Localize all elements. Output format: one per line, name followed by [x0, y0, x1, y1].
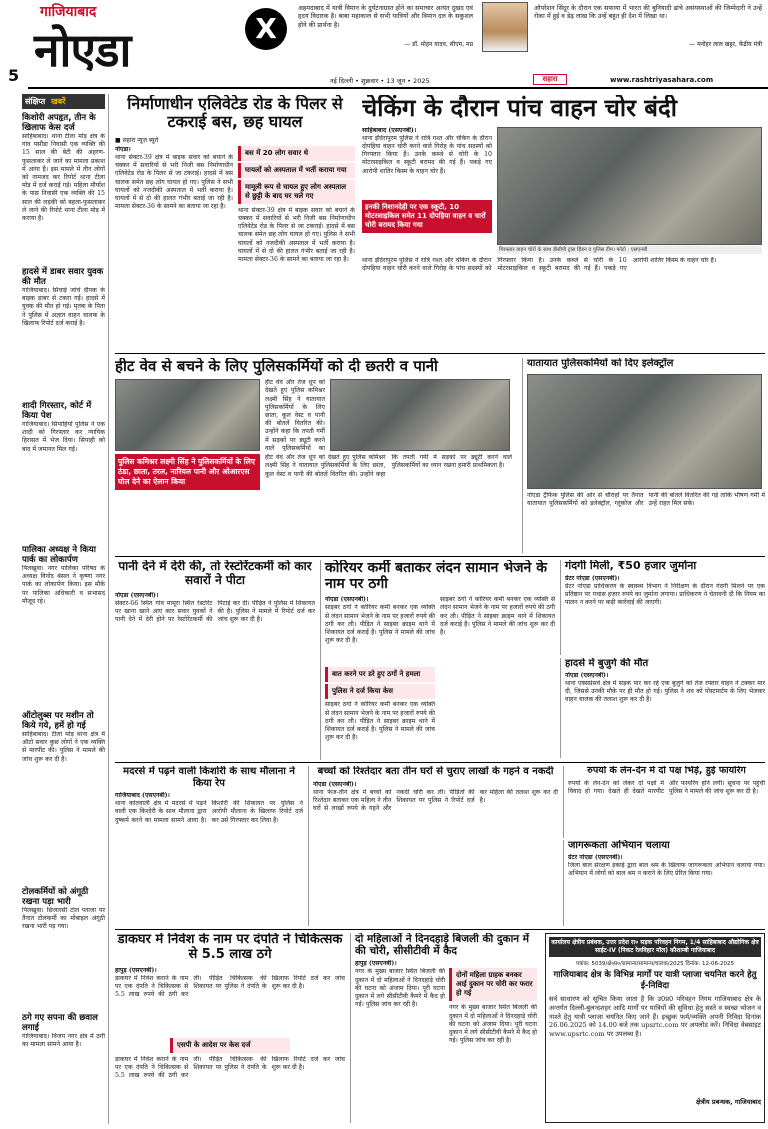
photo-electrolyte	[527, 374, 762, 489]
sidebar-item-title: हादसे में डाबर सवार युवक की मौत	[22, 267, 104, 287]
quote-portrait-icon	[482, 2, 528, 52]
story-body: थाना एक्सप्रेसवे क्षेत्र में सड़क पार कर रहे एक बुजुर्ग को तेज रफ्तार वाहन ने टक्कर मार दी, जिससे उनकी मौके पर ही मौत हो गई। पुलिस ने शव को पोस्टमार्टम के लिए भेजकर वाहन चालक की तलाश शुरू कर दी है।	[565, 679, 765, 704]
story-body: रुपयों के लेन-देन को लेकर दो पक्षों में विवाद हो गया। देखते ही देखते मारपीट और फायरिंग होने लगी। सूचना पर पहुंची पुलिस ने मामले की जांच शुरू कर दी है।	[568, 779, 765, 796]
sidebar-item-body: गाजियाबाद। सिंचाई जांचे दीपक के बाइक डाबर से टकरा गई। हादसे में युवक की मौत हो गई। मृतक के पिता ने पुलिस में अज्ञात वाहन चालक के खिलाफ रिपोर्ट दर्ज कराई है।	[22, 287, 105, 327]
quote-two-author: — मनोहर लाल खट्टर, केंद्रीय मंत्री	[689, 41, 762, 48]
dateline-place: नोएडा (एसएनबी)।	[325, 596, 369, 604]
headline: गंदगी मिली, ₹50 हजार जुर्माना	[565, 560, 697, 572]
dateline-place: साहिबाबाद (एसएनबी)।	[362, 126, 417, 134]
story-body: जिला बाल संरक्षण इकाई द्वारा बाल श्रम के खिलाफ जागरूकता अभियान चलाया गया। अभियान में लोगों को बाल श्रम न कराने के लिए प्रेरित किया गया।	[568, 861, 765, 877]
story-body: ग्रेटर नोएडा प्राधिकरण के स्वास्थ्य विभाग ने निरीक्षण के दौरान गंदगी मिलने पर एक प्रतिष्ठान पर पचास हजार रुपये का जुर्माना लगाया। प्राधिकरण ने चेतावनी दी कि नियम का पालन न करने पर कड़ी कार्रवाई की जाएगी।	[565, 582, 765, 607]
sidebar-item-body: साहिबाबाद। टीला मोड़ थाना क्षेत्र में ऑटो सवार कुछ लोगों ने एक व्यक्ति से मारपीट की। पुलिस ने मामले की जांच शुरू कर दी है।	[22, 731, 105, 763]
sidebar-item-title: किशोरी अपहृत, तीन के खिलाफ केस दर्ज	[22, 113, 96, 133]
dateline: नई दिल्ली • शुक्रवार • 13 जून • 2025	[330, 77, 430, 85]
sidebar-item-title: शादी गिरस्तार, कोर्ट में किया पेश	[22, 401, 92, 421]
story-body: डाकघर में निवेश कराने के नाम पर एक दंपति ने चिकित्सक से 5.5 लाख रुपये की ठगी कर ली। पीड़ित चिकित्सक की शिकायत पर पुलिस ने दंपति के खिलाफ रिपोर्ट दर्ज कर जांच शुरू कर दी है।	[115, 975, 345, 999]
bullet: घायलों को अस्पताल में भर्ती कराया गया	[238, 163, 355, 178]
tender-title: कार्यालय क्षेत्रीय प्रबंधक, उत्तर प्रदेश रा० सड़क परिवहन निगम, 1/4 साहिबाबाद औद्योगिक क्षेत्र साईट-IV (निकट रेलविहार मॉल) कौशाम्बी गाजियाबाद	[549, 937, 761, 957]
story-body: नगर के मुख्य बाजार स्थित बिजली की दुकान में दो महिलाओं ने दिनदहाड़े चोरी की घटना को अंजाम दिया। पूरी घटना दुकान में लगे सीसीटीवी कैमरे में कैद हो गई। पुलिस जांच कर रही है।	[355, 968, 445, 1009]
photo-police-umbrella	[330, 379, 510, 451]
tender-body: सर्व साधारण को सूचित किया जाता है कि उ0प्र0 परिवहन निगम गाजियाबाद क्षेत्र के अन्तर्गत दिल्ली-बुलन्दशहर आदि मार्गों पर यात्रियों की सुविधा हेतु सस्ते व स्वच्छ भोजन व नाश्ते हेतु यात्री प्लाजा चयनित किए जाने हैं। इच्छुक फर्म/व्यक्ति अपनी निविदा दिनांक 26.06.2025 को 14.00 बजे तक upsrtc.com पर अपलोड करें। निविदा वेबसाइट www.upsrtc.com पर उपलब्ध है।	[549, 995, 761, 1039]
story-jewellery-theft	[308, 766, 558, 926]
byline: ■ सहारा न्यूज़ ब्यूरो	[115, 136, 159, 144]
story-awareness	[563, 840, 765, 926]
quote-two: ऑपरेशन सिंदूर के दौरान एक सफाया में भारत की बुनियादी ढांचे असंयस्थाओं की जिम्मेदारी ने उन्हें रोका में हुई व डेढ़ लाख कि उन्हें बहुत ही देश में लिखा था। — मनोहर लाल खट्टर, केंद्रीय मंत्री	[534, 4, 762, 48]
divider	[115, 762, 765, 763]
sidebar	[22, 94, 109, 1124]
page-number: 5	[8, 66, 20, 85]
bullet: पुलिस ने दर्ज किया केस	[325, 684, 435, 699]
story-body: हीट वेव और तेज धूप को देखते हुए पुलिस कमिश्नर लक्ष्मी सिंह ने यातायात पुलिसकर्मियों के लिए छाता, कूल वेस्ट व पानी की बोतलें वितरित की। उन्होंने कहा कि तपती गर्मी में सड़कों पर ड्यूटी करने वाले पुलिसकर्मियों का	[265, 379, 325, 452]
bullet: एसपी के आदेश पर केस दर्ज	[170, 1038, 290, 1053]
x-logo-icon: X	[245, 8, 287, 50]
story-body-cont: साइबर ठगों ने कोरियर कर्मी बनकर एक व्यक्ति से लंदन सामान भेजने के नाम पर हजारों रुपये की ठगी कर ली। पीड़ित ने साइबर क्राइम थाने में शिकायत दर्ज कराई है। पुलिस ने मामले की जांच शुरू कर दी है।	[325, 701, 435, 742]
sidebar-item	[22, 1013, 105, 1123]
sidebar-item-body: पिलखुवा। नगर पालिका परिषद के अध्यक्ष विनोद बंसल ने कृष्णा नगर पार्क का लोकार्पण किया। इस मौके पर पालिका अधिकारी व सभासद मौजूद रहे।	[22, 565, 105, 605]
headline: चेकिंग के दौरान पांच वाहन चोर बंदी	[362, 95, 677, 122]
story-body-col2: साइबर ठगों ने कोरियर कर्मी बनकर एक व्यक्ति से लंदन सामान भेजने के नाम पर हजारों रुपये की ठगी कर ली। पीड़ित ने साइबर क्राइम थाने में शिकायत दर्ज कराई है। पुलिस ने मामले की जांच शुरू कर दी है।	[440, 596, 555, 636]
story-madrasa	[115, 766, 303, 926]
headline: निर्माणाधीन एलिवेटेड रोड के पिलर से टकराई बस, छह घायल	[127, 95, 343, 132]
headline: पानी देने में देरी की, तो रेस्टोरेंटकर्मी को कार सवारों ने पीटा	[118, 560, 312, 587]
sidebar-item	[22, 113, 105, 261]
dateline-place: ग्रेटर नोएडा (एसएनबी)।	[568, 853, 623, 861]
bullet: बस में 20 लोग सवार थे	[238, 146, 355, 161]
photo-heatwave	[115, 379, 260, 451]
story-body: थाना फेज-तीन क्षेत्र में बच्चों को रिश्तेदार बताकर एक महिला ने तीन घरों से लाखों रुपये के गहने और नकदी चोरी कर ली। पीड़ितों की शिकायत पर पुलिस ने रिपोर्ट दर्ज कर महिला की तलाश शुरू कर दी है।	[313, 788, 558, 813]
story-body: थाना इंदिरापुरम पुलिस ने रात्रि गश्त और चेकिंग के दौरान दोपहिया वाहन चोरी करने वाले गिरोह के पांच सदस्यों को गिरफ्तार किया है। उनके कब्जे से चोरी के 10 मोटरसाइकिल व स्कूटी बरामद की गई हैं। पकड़े गए आरोपी शातिर किस्म के वाहन चोर हैं।	[362, 134, 492, 175]
headline: डाकघर में निवेश के नाम पर दंपति ने चिकित्सक से 5.5 लाख ठगे	[117, 933, 343, 962]
headline: हीट वेव से बचने के लिए पुलिसकर्मियों को दी छतरी व पानी	[115, 358, 438, 375]
tender-ref: पत्रांक: 5039/क्षे०प्र०/सामान्य/सामान्य/चालक/2025 दिनांक: 12-06-2025	[575, 961, 735, 967]
sidebar-item	[22, 887, 105, 1007]
headline: यातायात पुलिसकर्मियों को दिए इलेक्ट्रॉल	[527, 358, 674, 369]
masthead-edition: नोएडा	[34, 23, 131, 77]
story-restaurant	[115, 560, 315, 760]
headline: दो महिलाओं ने दिनदहाड़े बिजली की दुकान में की चोरी, सीसीटीवी में कैद	[355, 933, 530, 958]
dateline-place: नोएडा (एसएनबी)।	[565, 671, 609, 679]
story-elderly-death	[560, 658, 765, 758]
dateline-place: हापुड़ (एसएनबी)।	[355, 960, 397, 968]
story-heat-wave	[115, 358, 517, 553]
tender-heading: गाजियाबाद क्षेत्र के विभिन्न मार्गों पर यात्री प्लाजा चयनित करने हेतु ई-निविदा	[553, 970, 757, 991]
photo-thieves	[497, 127, 762, 245]
sidebar-item	[22, 711, 105, 881]
brand-text: सहारा	[542, 75, 558, 83]
headline: बच्चों को रिश्तेदार बता तीन घरों से चुराए लाखों के गहने व नकदी	[317, 766, 554, 777]
bullet: दोनों महिला ग्राहक बनकर आई दुकान पर चोरी कर फरार हो गई	[449, 968, 537, 1001]
story-body: सेक्टर-66 स्थित गांव मामूरा स्थित रेस्टोरेंट पर खाना खाने आए कार सवार युवकों ने पानी देने में देरी होने पर रेस्टोरेंटकर्मी की पिटाई कर दी। पीड़ित ने पुलिस में शिकायत की है। पुलिस ने मामले में रिपोर्ट दर्ज कर जांच शुरू कर दी है।	[115, 599, 315, 624]
story-body-cont: हीट वेव और तेज धूप को देखते हुए पुलिस कमिश्नर लक्ष्मी सिंह ने यातायात पुलिसकर्मियों के लिए छाता, कूल वेस्ट व पानी की बोतलें वितरित की। उन्होंने कहा कि तपती गर्मी में सड़कों पर ड्यूटी करने वाले पुलिसकर्मियों का ध्यान रखना हमारी प्राथमिकता है।	[265, 454, 512, 478]
story-post-office-fraud	[115, 933, 345, 1123]
divider	[115, 353, 765, 354]
sidebar-item-title: ऑटोलुब्स पर मशीन तो किये गये, हमें हो गई	[22, 711, 94, 731]
sidebar-item	[22, 267, 105, 395]
masthead	[0, 0, 768, 88]
sidebar-item	[22, 545, 105, 705]
quote-box: पुलिस कमिश्नर लक्ष्मी सिंह ने पुलिसकर्मियों के लिए ठंडा, छाता, तरल, नारियल पानी और ओआरएस घोल देने का ऐलान किया	[115, 454, 260, 490]
headline: रुपयों के लेन-देन में दो पक्ष भिड़े, हुई फायरिंग	[587, 766, 746, 776]
headline: मदरसे में पढ़ने वाली किशोरी के साथ मौलाना ने किया रेप	[123, 766, 295, 789]
story-body-cont: थाना इंदिरापुरम पुलिस ने रात्रि गश्त और चेकिंग के दौरान दोपहिया वाहन चोरी करने वाले गिरोह के पांच सदस्यों को गिरफ्तार किया है। उनके कब्जे से चोरी के 10 मोटरसाइकिल व स्कूटी बरामद की गई हैं। पकड़े गए आरोपी शातिर किस्म के वाहन चोर हैं।	[362, 257, 717, 273]
photo-caption: गिरफ्तार वाहन चोरों के साथ डीसीपी ट्रांस हिंडन व पुलिस टीम। फोटो : एसएनबी	[497, 246, 762, 255]
bullet: बात करने पर डरे हुए ठगों ने हमला	[325, 667, 435, 682]
story-body-cont: नगर के मुख्य बाजार स्थित बिजली की दुकान में दो महिलाओं ने दिनदहाड़े चोरी की घटना को अंजाम दिया। पूरी घटना दुकान में लगे सीसीटीवी कैमरे में कैद हो गई। पुलिस जांच कर रही है।	[449, 1004, 537, 1045]
divider	[115, 556, 765, 557]
masthead-rule	[28, 87, 768, 89]
story-bus-accident	[115, 95, 355, 347]
story-body: थाना सेक्टर-39 क्षेत्र में बाइक सवार को बचाने के चक्कर में सवारियों से भरी निजी बस निर्माणाधीन एलिवेटेड रोड के पिलर से जा टकराई। हादसे में बस चालक समेत छह लोग घायल हो गए। पुलिस ने सभी घायलों को नजदीकी अस्पताल में भर्ती कराया है। घायलों में से दो की हालत गंभीर बताई जा रही है। मामला सेक्टर-36 के सामने का बताया जा रहा है।	[115, 153, 233, 211]
sidebar-item-body: पिलखुवा। छिजारसी टोल प्लाजा पर तैनात टोलकर्मी का मोबाइल अंगूठी रखना भारी पड़ गया।	[22, 907, 105, 931]
divider	[115, 929, 765, 930]
story-firing	[563, 766, 765, 838]
quote-one: अहमदाबाद में यात्री विमान के दुर्घटनाग्रस्त होने का समाचार अत्यंत दुखद एवं हृदय विदारक है। बाबा महाकाल से सभी यात्रियों और विमान दल के सकुशल होने की प्रार्थना है। — डॉ. मोहन यादव, सीएम, मप्र	[298, 4, 473, 48]
sidebar-item	[22, 401, 105, 539]
sahara-logo-icon	[533, 74, 567, 85]
dateline-place: नोएडा (एसएनबी)।	[313, 780, 357, 788]
sidebar-item-body: गाजियाबाद। विजय नगर क्षेत्र में ठगी का मामला सामने आया है।	[22, 1033, 105, 1049]
sidebar-item-body: गाजियाबाद। सिपाहियों पुलिस ने एक शादी को गिरफ्तार कर न्यायिक हिरासत में भेज दिया। सिपाही को बाद में जमानत मिल गई।	[22, 421, 105, 453]
sidebar-header	[22, 94, 105, 109]
tender-notice	[545, 933, 765, 1123]
sidebar-item-body: साहिबाबाद। थाना टीला मोड़ क्षेत्र के गांव पसौंडा निवासी एक व्यक्ति की 15 साल की बेटी की अहरण-फुसलाकर ले जाने का मामला प्रकाश में आया है। इस मामले में तीन लोगों को नामजद कर रिपोर्ट थाना टीला मोड़ में दर्ज कराई गई। महिला मौर्यांश के पास निवासी एक व्यक्ति की 15 साल की लड़की को बहला-फुसलाकर ले जाने की रिपोर्ट थाना टीला मोड़ में कराया है।	[22, 133, 105, 223]
sidebar-item-title: पालिका अध्यक्ष ने किया पार्क का लोकार्पण	[22, 545, 96, 565]
story-body: नोएडा ट्रैफिक पुलिस की ओर से चौराहों पर तैनात यातायात पुलिसकर्मियों को इलेक्ट्रॉल, ग्लूकोज और पानी की बोतलें वितरित की गई ताकि भीषण गर्मी में उन्हें राहत मिल सके।	[527, 491, 765, 507]
sidebar-item-title: टोलकर्मियों को अंगूठी रखना पड़ा भारी	[22, 887, 89, 907]
headline: हादसे में बुजुर्ग की मौत	[565, 658, 649, 669]
story-garbage-fine	[560, 560, 765, 655]
story-vehicle-thieves	[362, 95, 762, 350]
dateline-place: गाजियाबाद (एसएनबी)।	[115, 792, 170, 799]
quote-one-author: — डॉ. मोहन यादव, सीएम, मप्र	[404, 41, 473, 48]
dateline-place: नोएडा।	[115, 145, 131, 153]
story-body: साइबर ठगों ने कोरियर कर्मी बनकर एक व्यक्ति से लंदन सामान भेजने के नाम पर हजारों रुपये की ठगी कर ली। पीड़ित ने साइबर क्राइम थाने में शिकायत दर्ज कराई है। पुलिस ने मामले की जांच शुरू कर दी है।	[325, 604, 435, 645]
website: www.rashtriyasahara.com	[610, 76, 714, 84]
story-body: थाना कोतवाली क्षेत्र में मदरसे में पढ़ने वाली एक किशोरी के साथ मौलाना द्वारा दुष्कर्म करने का मामला सामने आया है। किशोरी की शिकायत पर पुलिस ने आरोपी मौलाना के खिलाफ रिपोर्ट दर्ज कर उसे गिरफ्तार कर लिया है।	[115, 800, 303, 824]
dateline-place: नोएडा (एसएनबी)।	[115, 591, 159, 599]
tender-signature: क्षेत्रीय प्रबन्धक, गाजियाबाद	[695, 1098, 761, 1106]
bullet: मामूली रूप से घायल हुए लोग अस्पताल से छुट्टी के बाद घर चले गए	[238, 180, 355, 204]
headline: जागरूकता अभियान चलाया	[568, 840, 670, 851]
dateline-place: ग्रेटर नोएडा (एसएनबी)।	[565, 574, 620, 582]
dateline-place: हापुड़ (एसएनबी)।	[115, 966, 157, 974]
story-body-cont: थाना सेक्टर-39 क्षेत्र में बाइक सवार को बचाने के चक्कर में सवारियों से भरी निजी बस निर्माणाधीन एलिवेटेड रोड के पिलर से जा टकराई। हादसे में बस चालक समेत छह लोग घायल हो गए। पुलिस ने सभी घायलों को नजदीकी अस्पताल में भर्ती कराया है। घायलों में से दो की हालत गंभीर बताई जा रही है। मामला सेक्टर-36 के सामने का बताया जा रहा है।	[238, 206, 355, 263]
sidebar-item-title: ठगे गए सपना की छवाल लगाई	[22, 1013, 98, 1033]
story-body-cont: डाकघर में निवेश कराने के नाम पर एक दंपति ने चिकित्सक से 5.5 लाख रुपये की ठगी कर ली। पीड़ित चिकित्सक की शिकायत पर पुलिस ने दंपति के खिलाफ रिपोर्ट दर्ज कर जांच शुरू कर दी है।	[115, 1056, 345, 1080]
story-shop-theft	[350, 933, 540, 1123]
sidebar-header-a: संक्षिप्त	[25, 97, 46, 106]
highlight-bullet: इनकी निशानदेही पर एक स्कूटी, 10 मोटरसाइकिल समेत 11 दोपहिया वाहन व चारों चोरी बरामद किया गया	[362, 200, 492, 233]
sidebar-header-b: खबरें	[51, 97, 66, 106]
story-electrolyte	[522, 358, 765, 553]
headline: कोरियर कर्मी बताकर लंदन सामान भेजने के नाम पर ठगी	[325, 560, 547, 593]
masthead-city: गाजियाबाद	[40, 4, 97, 20]
story-courier-fraud	[320, 560, 555, 760]
